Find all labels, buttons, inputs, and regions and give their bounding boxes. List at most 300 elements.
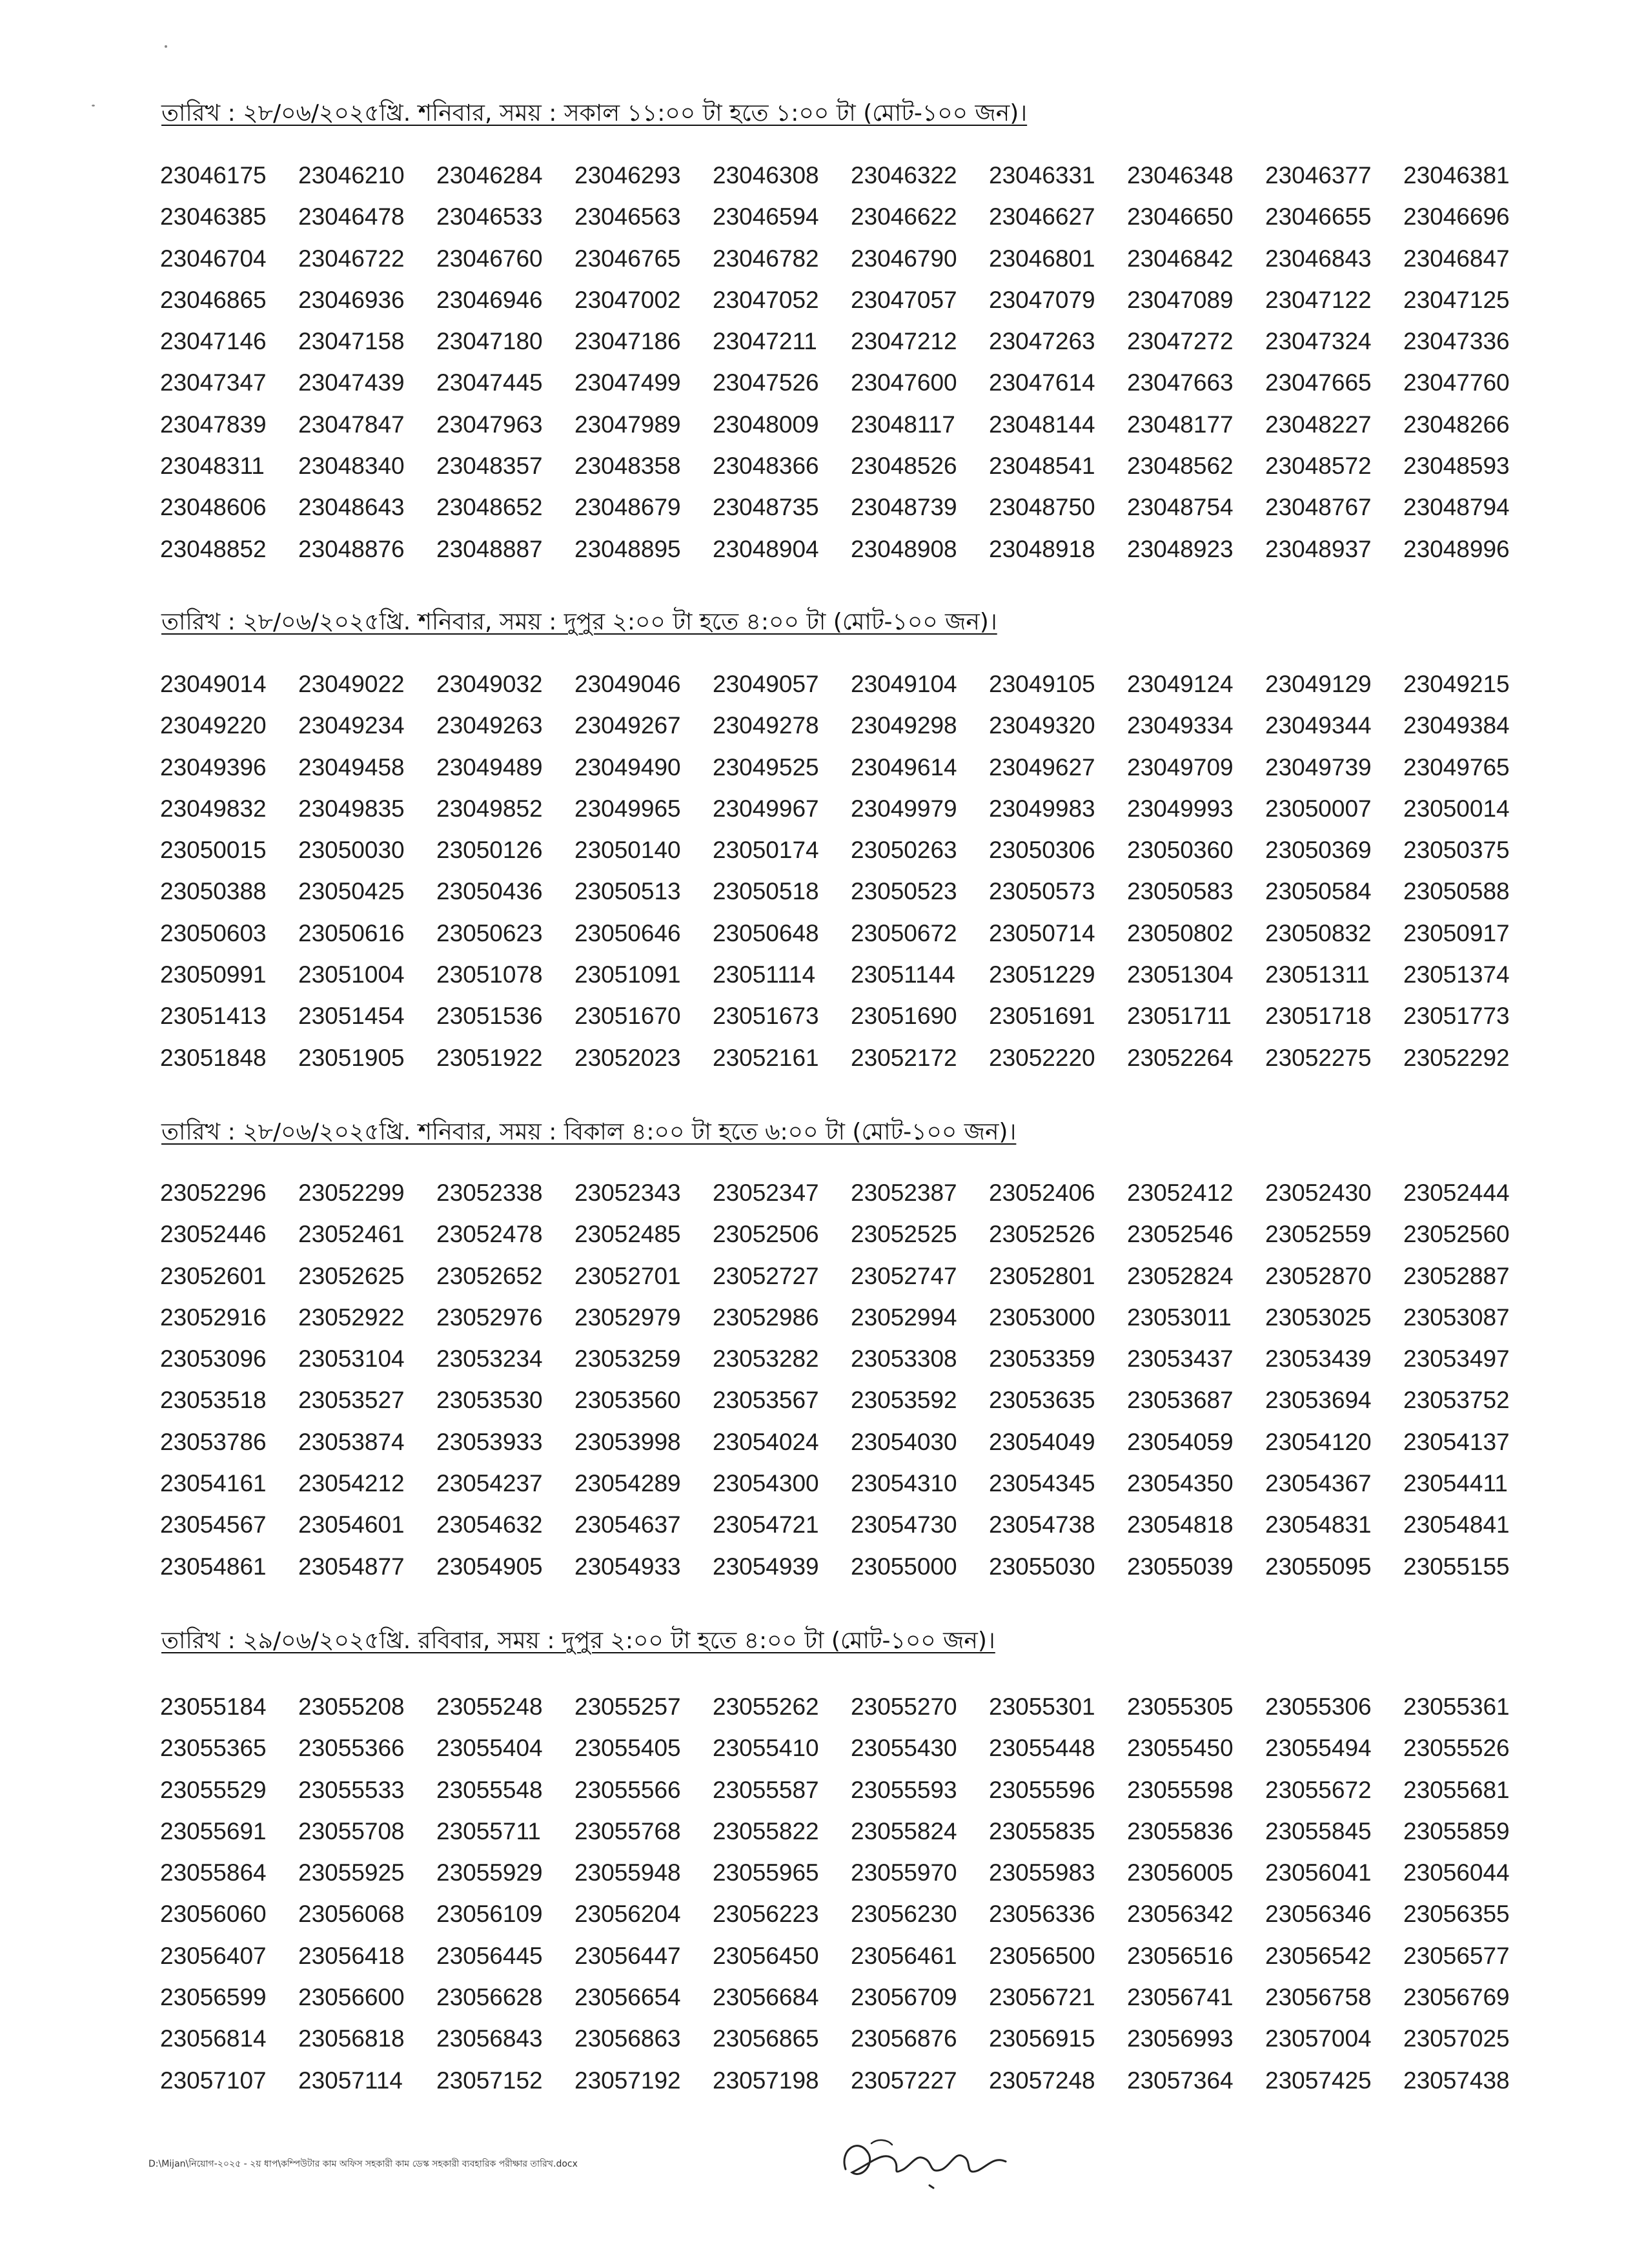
roll-number: 23055450 (1127, 1735, 1234, 1762)
roll-number: 23046293 (574, 162, 681, 189)
roll-number: 23054601 (298, 1511, 405, 1538)
roll-number: 23050126 (436, 837, 543, 864)
roll-number: 23047989 (574, 411, 681, 438)
roll-number: 23051711 (1127, 1003, 1232, 1030)
roll-number: 23048593 (1403, 453, 1510, 480)
roll-number: 23049298 (851, 712, 957, 739)
roll-number: 23057192 (574, 2067, 681, 2094)
roll-number: 23051304 (1127, 961, 1234, 988)
roll-number: 23049832 (160, 795, 267, 822)
roll-number: 23055708 (298, 1817, 405, 1844)
roll-number: 23049852 (436, 795, 543, 822)
roll-number: 23053518 (160, 1387, 267, 1414)
roll-number: 23051691 (989, 1003, 1095, 1030)
roll-number: 23055366 (298, 1735, 405, 1762)
roll-number: 23047089 (1127, 286, 1234, 313)
roll-number: 23052446 (160, 1221, 267, 1248)
roll-number: 23052461 (298, 1221, 405, 1248)
roll-number: 23055948 (574, 1859, 681, 1886)
roll-number: 23046594 (713, 203, 819, 230)
roll-number: 23050616 (298, 919, 405, 946)
roll-number: 23055691 (160, 1817, 267, 1844)
roll-number: 23049278 (713, 712, 819, 739)
roll-number: 23055039 (1127, 1553, 1234, 1580)
roll-number: 23054738 (989, 1511, 1095, 1538)
roll-number: 23055548 (436, 1776, 543, 1803)
roll-number: 23055248 (436, 1693, 543, 1720)
roll-number: 23056044 (1403, 1859, 1510, 1886)
roll-number: 23055095 (1265, 1553, 1372, 1580)
roll-number: 23049979 (851, 795, 957, 822)
roll-number: 23049014 (160, 671, 267, 697)
roll-number: 23055262 (713, 1693, 819, 1720)
roll-number: 23047600 (851, 369, 957, 396)
roll-number: 23054212 (298, 1470, 405, 1497)
roll-number: 23046622 (851, 203, 957, 230)
roll-number: 23049627 (989, 753, 1095, 781)
roll-number: 23052161 (713, 1044, 819, 1071)
roll-number: 23052559 (1265, 1221, 1372, 1248)
roll-number: 23048227 (1265, 411, 1372, 438)
roll-number: 23056863 (574, 2025, 681, 2052)
roll-number: 23053527 (298, 1387, 405, 1414)
roll-number: 23055965 (713, 1859, 819, 1886)
roll-number: 23052387 (851, 1180, 957, 1206)
roll-number: 23048177 (1127, 411, 1234, 438)
roll-number: 23054289 (574, 1470, 681, 1497)
roll-number: 23051905 (298, 1044, 405, 1071)
roll-number: 23051773 (1403, 1003, 1510, 1030)
roll-number: 23054861 (160, 1553, 267, 1580)
roll-number: 23047122 (1265, 286, 1372, 313)
roll-number: 23055672 (1265, 1776, 1372, 1803)
roll-number: 23047186 (574, 328, 681, 355)
roll-number: 23048887 (436, 535, 543, 562)
roll-number: 23056628 (436, 1984, 543, 2011)
roll-number: 23049057 (713, 671, 819, 697)
roll-number: 23050007 (1265, 795, 1372, 822)
roll-number: 23049739 (1265, 753, 1372, 781)
roll-number: 23056684 (713, 1984, 819, 2011)
roll-number: 23053635 (989, 1387, 1095, 1414)
roll-number: 23047445 (436, 369, 543, 396)
roll-number: 23050714 (989, 919, 1095, 946)
roll-number: 23046331 (989, 162, 1095, 189)
roll-number: 23049220 (160, 712, 267, 739)
roll-number: 23055681 (1403, 1776, 1510, 1803)
roll-number: 23055155 (1403, 1553, 1510, 1580)
roll-number: 23051690 (851, 1003, 957, 1030)
roll-number: 23050573 (989, 878, 1095, 905)
roll-number: 23053497 (1403, 1345, 1510, 1373)
roll-number: 23057227 (851, 2067, 957, 2094)
roll-number: 23055845 (1265, 1817, 1372, 1844)
roll-number: 23055410 (713, 1735, 819, 1762)
roll-number: 23057248 (989, 2067, 1095, 2094)
roll-number: 23051670 (574, 1003, 681, 1030)
roll-number: 23048739 (851, 494, 957, 521)
roll-number: 23049458 (298, 753, 405, 781)
roll-number: 23056758 (1265, 1984, 1372, 2011)
roll-number: 23051673 (713, 1003, 819, 1030)
roll-number: 23055835 (989, 1817, 1095, 1844)
roll-number: 23048526 (851, 453, 957, 480)
roll-number: 23053234 (436, 1345, 543, 1373)
roll-number: 23055184 (160, 1693, 267, 1720)
roll-number: 23057438 (1403, 2067, 1510, 2094)
roll-number: 23054567 (160, 1511, 267, 1538)
roll-number: 23055970 (851, 1859, 957, 1886)
roll-number: 23049263 (436, 712, 543, 739)
roll-number: 23056005 (1127, 1859, 1234, 1886)
roll-number: 23048357 (436, 453, 543, 480)
roll-number: 23049022 (298, 671, 405, 697)
roll-number: 23046760 (436, 245, 543, 272)
roll-number: 23048876 (298, 535, 405, 562)
roll-number: 23056876 (851, 2025, 957, 2052)
roll-number: 23055596 (989, 1776, 1095, 1803)
roll-number: 23055864 (160, 1859, 267, 1886)
roll-number: 23052727 (713, 1262, 819, 1289)
roll-number: 23056450 (713, 1942, 819, 1969)
roll-number: 23052560 (1403, 1221, 1510, 1248)
section-heading: তারিখ : ২৮/০৬/২০২৫খ্রি. শনিবার, সময় : বিকাল ৪:০০ টা হতে ৬:০০ টা (মোট-১০০ জন)। (161, 1119, 1017, 1145)
roll-number: 23056915 (989, 2025, 1095, 2052)
roll-number: 23055257 (574, 1693, 681, 1720)
roll-number: 23054730 (851, 1511, 957, 1538)
roll-number: 23049835 (298, 795, 405, 822)
roll-number: 23049320 (989, 712, 1095, 739)
roll-number: 23047499 (574, 369, 681, 396)
roll-number: 23046765 (574, 245, 681, 272)
roll-number: 23051718 (1265, 1003, 1372, 1030)
roll-number: 23048895 (574, 535, 681, 562)
roll-number: 23052652 (436, 1262, 543, 1289)
roll-number: 23052292 (1403, 1044, 1510, 1071)
roll-number: 23053752 (1403, 1387, 1510, 1414)
roll-number: 23051078 (436, 961, 543, 988)
roll-number: 23051848 (160, 1044, 267, 1071)
roll-number: 23052444 (1403, 1180, 1510, 1206)
roll-number: 23048996 (1403, 535, 1510, 562)
roll-number: 23048562 (1127, 453, 1234, 480)
roll-number: 23053104 (298, 1345, 405, 1373)
roll-number: 23046865 (160, 286, 267, 313)
roll-number: 23053933 (436, 1428, 543, 1455)
roll-number: 23056865 (713, 2025, 819, 2052)
roll-number: 23052801 (989, 1262, 1095, 1289)
roll-number: 23047614 (989, 369, 1095, 396)
roll-number: 23048679 (574, 494, 681, 521)
roll-number: 23054411 (1403, 1470, 1508, 1497)
roll-number: 23048117 (851, 411, 955, 438)
roll-number: 23054237 (436, 1470, 543, 1497)
roll-number: 23049489 (436, 753, 543, 781)
roll-number: 23048923 (1127, 535, 1234, 562)
roll-number: 23046627 (989, 203, 1095, 230)
roll-number: 23051454 (298, 1003, 405, 1030)
roll-number: 23052264 (1127, 1044, 1234, 1071)
roll-number: 23048767 (1265, 494, 1372, 521)
roll-number: 23049709 (1127, 753, 1234, 781)
roll-number: 23046696 (1403, 203, 1510, 230)
roll-number: 23053998 (574, 1428, 681, 1455)
roll-number: 23055836 (1127, 1817, 1234, 1844)
roll-number: 23046847 (1403, 245, 1510, 272)
roll-number: 23052870 (1265, 1262, 1372, 1289)
roll-number: 23047002 (574, 286, 681, 313)
roll-number: 23052299 (298, 1180, 405, 1206)
roll-number: 23046308 (713, 162, 819, 189)
roll-number: 23054350 (1127, 1470, 1234, 1497)
roll-number: 23048311 (160, 453, 265, 480)
roll-number: 23046348 (1127, 162, 1234, 189)
roll-number: 23056346 (1265, 1901, 1372, 1928)
roll-number: 23052526 (989, 1221, 1095, 1248)
roll-number: 23052338 (436, 1180, 543, 1206)
roll-number: 23052172 (851, 1044, 957, 1071)
roll-number: 23056654 (574, 1984, 681, 2011)
roll-number: 23048266 (1403, 411, 1510, 438)
roll-number: 23048643 (298, 494, 405, 521)
roll-number: 23053786 (160, 1428, 267, 1455)
roll-number: 23049384 (1403, 712, 1510, 739)
roll-number: 23049234 (298, 712, 405, 739)
roll-number: 23046801 (989, 245, 1095, 272)
roll-number: 23055404 (436, 1735, 543, 1762)
roll-number: 23054841 (1403, 1511, 1510, 1538)
roll-number: 23050603 (160, 919, 267, 946)
roll-number: 23046284 (436, 162, 543, 189)
roll-number: 23047665 (1265, 369, 1372, 396)
roll-number: 23049105 (989, 671, 1095, 697)
roll-number: 23052994 (851, 1303, 957, 1331)
roll-number: 23055306 (1265, 1693, 1372, 1720)
roll-number: 23053025 (1265, 1303, 1372, 1331)
roll-number: 23057152 (436, 2067, 543, 2094)
roll-number: 23054637 (574, 1511, 681, 1538)
roll-number: 23054300 (713, 1470, 819, 1497)
roll-number: 23053694 (1265, 1387, 1372, 1414)
roll-number: 23049490 (574, 753, 681, 781)
roll-number: 23057364 (1127, 2067, 1234, 2094)
roll-number: 23049032 (436, 671, 543, 697)
roll-number: 23056500 (989, 1942, 1095, 1969)
roll-number: 23046655 (1265, 203, 1372, 230)
roll-number: 23049129 (1265, 671, 1372, 697)
roll-number: 23053439 (1265, 1345, 1372, 1373)
roll-number: 23050263 (851, 837, 957, 864)
roll-number: 23052296 (160, 1180, 267, 1206)
roll-number: 23054831 (1265, 1511, 1372, 1538)
roll-number: 23046563 (574, 203, 681, 230)
roll-number: 23055598 (1127, 1776, 1234, 1803)
roll-number: 23049993 (1127, 795, 1234, 822)
signature-image (833, 2124, 1020, 2195)
roll-number: 23054345 (989, 1470, 1095, 1497)
roll-number: 23054877 (298, 1553, 405, 1580)
roll-number: 23051374 (1403, 961, 1510, 988)
roll-number: 23046946 (436, 286, 543, 313)
roll-number-grid (160, 664, 1541, 1079)
roll-number: 23055361 (1403, 1693, 1510, 1720)
roll-number: 23050584 (1265, 878, 1372, 905)
roll-number: 23050518 (713, 878, 819, 905)
roll-number: 23051311 (1265, 961, 1370, 988)
roll-number: 23053560 (574, 1387, 681, 1414)
roll-number: 23056342 (1127, 1901, 1234, 1928)
roll-number: 23053592 (851, 1387, 957, 1414)
roll-number: 23056418 (298, 1942, 405, 1969)
roll-number: 23046842 (1127, 245, 1234, 272)
roll-number: 23047324 (1265, 328, 1372, 355)
roll-number: 23055533 (298, 1776, 405, 1803)
roll-number: 23050802 (1127, 919, 1234, 946)
roll-number: 23047963 (436, 411, 543, 438)
roll-number: 23050306 (989, 837, 1095, 864)
roll-number: 23047211 (713, 328, 817, 355)
roll-number: 23054721 (713, 1511, 819, 1538)
roll-number: 23050623 (436, 919, 543, 946)
roll-number: 23056993 (1127, 2025, 1234, 2052)
roll-number: 23049525 (713, 753, 819, 781)
roll-number: 23050436 (436, 878, 543, 905)
roll-number: 23049104 (851, 671, 957, 697)
roll-number: 23056843 (436, 2025, 543, 2052)
roll-number: 23048358 (574, 453, 681, 480)
roll-number: 23049344 (1265, 712, 1372, 739)
roll-number: 23049983 (989, 795, 1095, 822)
roll-number: 23046381 (1403, 162, 1510, 189)
roll-number: 23055301 (989, 1693, 1095, 1720)
roll-number: 23048904 (713, 535, 819, 562)
roll-number: 23056230 (851, 1901, 957, 1928)
roll-number: 23047052 (713, 286, 819, 313)
roll-number: 23053259 (574, 1345, 681, 1373)
roll-number: 23048652 (436, 494, 543, 521)
roll-number: 23052506 (713, 1221, 819, 1248)
roll-number: 23057198 (713, 2067, 819, 2094)
roll-number: 23046790 (851, 245, 957, 272)
roll-number: 23052347 (713, 1180, 819, 1206)
roll-number: 23055494 (1265, 1735, 1372, 1762)
roll-number: 23052922 (298, 1303, 405, 1331)
roll-number: 23051091 (574, 961, 681, 988)
roll-number: 23055526 (1403, 1735, 1510, 1762)
roll-number: 23056355 (1403, 1901, 1510, 1928)
roll-number: 23055593 (851, 1776, 957, 1803)
roll-number: 23053087 (1403, 1303, 1510, 1331)
roll-number: 23050014 (1403, 795, 1510, 822)
scan-speck (92, 105, 95, 107)
roll-number: 23052275 (1265, 1044, 1372, 1071)
roll-number: 23052986 (713, 1303, 819, 1331)
roll-number: 23050015 (160, 837, 267, 864)
roll-number: 23056223 (713, 1901, 819, 1928)
roll-number: 23052625 (298, 1262, 405, 1289)
roll-number: 23049967 (713, 795, 819, 822)
roll-number: 23052887 (1403, 1262, 1510, 1289)
roll-number: 23055030 (989, 1553, 1095, 1580)
roll-number: 23052023 (574, 1044, 681, 1071)
roll-number: 23055448 (989, 1735, 1095, 1762)
roll-number: 23051004 (298, 961, 405, 988)
roll-number: 23048009 (713, 411, 819, 438)
roll-number: 23056709 (851, 1984, 957, 2011)
roll-number: 23055587 (713, 1776, 819, 1803)
roll-number: 23049215 (1403, 671, 1510, 697)
roll-number: 23049396 (160, 753, 267, 781)
roll-number: 23055270 (851, 1693, 957, 1720)
roll-number: 23057025 (1403, 2025, 1510, 2052)
roll-number: 23053359 (989, 1345, 1095, 1373)
roll-number: 23050648 (713, 919, 819, 946)
roll-number: 23049614 (851, 753, 957, 781)
roll-number: 23046650 (1127, 203, 1234, 230)
roll-number: 23046322 (851, 162, 957, 189)
roll-number-grid (160, 1686, 1541, 2101)
roll-number: 23048606 (160, 494, 267, 521)
roll-number: 23049765 (1403, 753, 1510, 781)
roll-number: 23048541 (989, 453, 1095, 480)
roll-number: 23050388 (160, 878, 267, 905)
roll-number: 23047839 (160, 411, 267, 438)
roll-number: 23050672 (851, 919, 957, 946)
roll-number: 23046478 (298, 203, 405, 230)
roll-number: 23055208 (298, 1693, 405, 1720)
roll-number: 23048794 (1403, 494, 1510, 521)
roll-number: 23048937 (1265, 535, 1372, 562)
roll-number: 23055822 (713, 1817, 819, 1844)
roll-number: 23047847 (298, 411, 405, 438)
roll-number: 23052412 (1127, 1180, 1234, 1206)
roll-number: 23054933 (574, 1553, 681, 1580)
roll-number: 23052525 (851, 1221, 957, 1248)
roll-number: 23048144 (989, 411, 1095, 438)
roll-number: 23046385 (160, 203, 267, 230)
roll-number: 23056577 (1403, 1942, 1510, 1969)
roll-number: 23048908 (851, 535, 957, 562)
roll-number: 23056721 (989, 1984, 1095, 2011)
roll-number: 23055529 (160, 1776, 267, 1803)
roll-number: 23056060 (160, 1901, 267, 1928)
roll-number: 23053687 (1127, 1387, 1234, 1414)
roll-number: 23047158 (298, 328, 405, 355)
roll-number: 23050375 (1403, 837, 1510, 864)
roll-number: 23055711 (436, 1817, 541, 1844)
roll-number: 23051229 (989, 961, 1095, 988)
roll-number: 23051922 (436, 1044, 543, 1071)
roll-number: 23054137 (1403, 1428, 1510, 1455)
roll-number: 23055305 (1127, 1693, 1234, 1720)
roll-number: 23053437 (1127, 1345, 1234, 1373)
roll-number: 23050174 (713, 837, 819, 864)
roll-number: 23051114 (713, 961, 816, 988)
roll-number: 23049046 (574, 671, 681, 697)
roll-number: 23048750 (989, 494, 1095, 521)
roll-number: 23054939 (713, 1553, 819, 1580)
roll-number: 23050646 (574, 919, 681, 946)
roll-number: 23052916 (160, 1303, 267, 1331)
roll-number: 23047347 (160, 369, 267, 396)
roll-number: 23046377 (1265, 162, 1372, 189)
roll-number: 23052747 (851, 1262, 957, 1289)
roll-number: 23056599 (160, 1984, 267, 2011)
roll-number: 23053530 (436, 1387, 543, 1414)
roll-number-grid (160, 1172, 1541, 1588)
roll-number: 23050360 (1127, 837, 1234, 864)
section-heading: তারিখ : ২৯/০৬/২০২৫খ্রি. রবিবার, সময় : দুপুর ২:০০ টা হতে ৪:০০ টা (মোট-১০০ জন)। (161, 1628, 995, 1654)
